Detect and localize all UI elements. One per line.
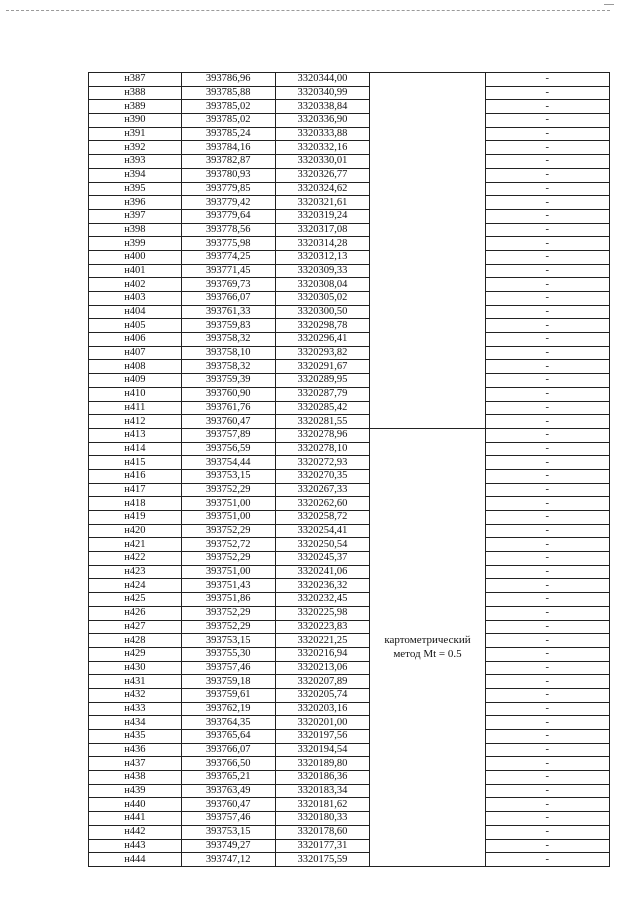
- point-name-cell: н418: [89, 497, 182, 511]
- x-coordinate-cell: 393766,07: [181, 743, 275, 757]
- note-cell: -: [485, 606, 609, 620]
- table-row: [89, 346, 610, 360]
- table-row: [89, 620, 610, 634]
- y-coordinate-cell: 3320225,98: [275, 606, 370, 620]
- table-row: [89, 428, 610, 442]
- y-coordinate-cell: 3320181,62: [275, 798, 370, 812]
- note-cell: -: [485, 114, 609, 128]
- x-coordinate-cell: 393751,43: [181, 579, 275, 593]
- x-coordinate-cell: 393764,35: [181, 716, 275, 730]
- point-name-cell: н436: [89, 743, 182, 757]
- note-cell: -: [485, 319, 609, 333]
- x-coordinate-cell: 393751,00: [181, 565, 275, 579]
- point-name-cell: н415: [89, 456, 182, 470]
- point-name-cell: н395: [89, 182, 182, 196]
- y-coordinate-cell: 3320194,54: [275, 743, 370, 757]
- point-name-cell: н444: [89, 853, 182, 867]
- point-name-cell: н406: [89, 333, 182, 347]
- point-name-cell: н394: [89, 168, 182, 182]
- y-coordinate-cell: 3320326,77: [275, 168, 370, 182]
- note-cell: -: [485, 511, 609, 525]
- table-row: [89, 702, 610, 716]
- note-cell: -: [485, 552, 609, 566]
- table-row: [89, 442, 610, 456]
- note-cell: -: [485, 223, 609, 237]
- table-row: [89, 661, 610, 675]
- table-row: [89, 771, 610, 785]
- point-name-cell: н440: [89, 798, 182, 812]
- point-name-cell: н425: [89, 593, 182, 607]
- table-row: [89, 237, 610, 251]
- note-cell: -: [485, 688, 609, 702]
- point-name-cell: н430: [89, 661, 182, 675]
- x-coordinate-cell: 393763,49: [181, 784, 275, 798]
- x-coordinate-cell: 393784,16: [181, 141, 275, 155]
- note-cell: -: [485, 812, 609, 826]
- x-coordinate-cell: 393757,46: [181, 661, 275, 675]
- note-cell: -: [485, 771, 609, 785]
- point-name-cell: н412: [89, 415, 182, 429]
- table-row: [89, 469, 610, 483]
- y-coordinate-cell: 3320321,61: [275, 196, 370, 210]
- table-row: [89, 141, 610, 155]
- table-row: [89, 688, 610, 702]
- table-row: [89, 784, 610, 798]
- note-cell: -: [485, 346, 609, 360]
- point-name-cell: н438: [89, 771, 182, 785]
- coordinates-table-body: [89, 73, 610, 867]
- note-cell: -: [485, 237, 609, 251]
- x-coordinate-cell: 393752,29: [181, 524, 275, 538]
- point-name-cell: н407: [89, 346, 182, 360]
- y-coordinate-cell: 3320270,35: [275, 469, 370, 483]
- x-coordinate-cell: 393759,39: [181, 374, 275, 388]
- table-row: [89, 579, 610, 593]
- table-row: [89, 387, 610, 401]
- y-coordinate-cell: 3320336,90: [275, 114, 370, 128]
- y-coordinate-cell: 3320314,28: [275, 237, 370, 251]
- note-cell: -: [485, 196, 609, 210]
- table-row: [89, 647, 610, 661]
- point-name-cell: н441: [89, 812, 182, 826]
- x-coordinate-cell: 393751,86: [181, 593, 275, 607]
- y-coordinate-cell: 3320285,42: [275, 401, 370, 415]
- y-coordinate-cell: 3320330,01: [275, 155, 370, 169]
- point-name-cell: н410: [89, 387, 182, 401]
- point-name-cell: н414: [89, 442, 182, 456]
- table-row: [89, 209, 610, 223]
- table-row: [89, 825, 610, 839]
- note-cell: -: [485, 661, 609, 675]
- table-row: [89, 798, 610, 812]
- point-name-cell: н405: [89, 319, 182, 333]
- y-coordinate-cell: 3320305,02: [275, 292, 370, 306]
- note-cell: -: [485, 483, 609, 497]
- note-cell: -: [485, 155, 609, 169]
- note-cell: -: [485, 264, 609, 278]
- x-coordinate-cell: 393762,19: [181, 702, 275, 716]
- note-cell: -: [485, 73, 609, 87]
- x-coordinate-cell: 393757,89: [181, 428, 275, 442]
- y-coordinate-cell: 3320207,89: [275, 675, 370, 689]
- note-cell: -: [485, 839, 609, 853]
- table-row: [89, 168, 610, 182]
- table-row: [89, 552, 610, 566]
- y-coordinate-cell: 3320344,00: [275, 73, 370, 87]
- y-coordinate-cell: 3320175,59: [275, 853, 370, 867]
- y-coordinate-cell: 3320308,04: [275, 278, 370, 292]
- note-cell: -: [485, 743, 609, 757]
- note-cell: -: [485, 716, 609, 730]
- header-mark: [604, 4, 614, 5]
- y-coordinate-cell: 3320267,33: [275, 483, 370, 497]
- table-row: [89, 593, 610, 607]
- table-row: [89, 401, 610, 415]
- point-name-cell: н421: [89, 538, 182, 552]
- y-coordinate-cell: 3320213,06: [275, 661, 370, 675]
- point-name-cell: н416: [89, 469, 182, 483]
- y-coordinate-cell: 3320332,16: [275, 141, 370, 155]
- x-coordinate-cell: 393752,29: [181, 620, 275, 634]
- y-coordinate-cell: 3320272,93: [275, 456, 370, 470]
- point-name-cell: н400: [89, 250, 182, 264]
- y-coordinate-cell: 3320289,95: [275, 374, 370, 388]
- point-name-cell: н431: [89, 675, 182, 689]
- x-coordinate-cell: 393751,00: [181, 511, 275, 525]
- x-coordinate-cell: 393758,32: [181, 333, 275, 347]
- y-coordinate-cell: 3320281,55: [275, 415, 370, 429]
- table-row: [89, 319, 610, 333]
- method-text: метод Mt = 0.5: [393, 648, 462, 661]
- table-row: [89, 250, 610, 264]
- note-cell: -: [485, 565, 609, 579]
- note-cell: -: [485, 209, 609, 223]
- x-coordinate-cell: 393778,56: [181, 223, 275, 237]
- x-coordinate-cell: 393761,76: [181, 401, 275, 415]
- note-cell: -: [485, 798, 609, 812]
- note-cell: -: [485, 278, 609, 292]
- y-coordinate-cell: 3320186,36: [275, 771, 370, 785]
- y-coordinate-cell: 3320262,60: [275, 497, 370, 511]
- point-name-cell: н427: [89, 620, 182, 634]
- table-row: [89, 360, 610, 374]
- x-coordinate-cell: 393780,93: [181, 168, 275, 182]
- x-coordinate-cell: 393785,02: [181, 114, 275, 128]
- note-cell: -: [485, 333, 609, 347]
- point-name-cell: н442: [89, 825, 182, 839]
- x-coordinate-cell: 393774,25: [181, 250, 275, 264]
- x-coordinate-cell: 393760,90: [181, 387, 275, 401]
- x-coordinate-cell: 393751,00: [181, 497, 275, 511]
- point-name-cell: н433: [89, 702, 182, 716]
- y-coordinate-cell: 3320197,56: [275, 730, 370, 744]
- note-cell: -: [485, 579, 609, 593]
- table-row: [89, 223, 610, 237]
- point-name-cell: н399: [89, 237, 182, 251]
- y-coordinate-cell: 3320177,31: [275, 839, 370, 853]
- table-row: [89, 456, 610, 470]
- point-name-cell: н443: [89, 839, 182, 853]
- y-coordinate-cell: 3320258,72: [275, 511, 370, 525]
- table-row: [89, 100, 610, 114]
- point-name-cell: н401: [89, 264, 182, 278]
- x-coordinate-cell: 393754,44: [181, 456, 275, 470]
- table-row: [89, 497, 610, 511]
- x-coordinate-cell: 393752,29: [181, 606, 275, 620]
- x-coordinate-cell: 393759,83: [181, 319, 275, 333]
- x-coordinate-cell: 393765,64: [181, 730, 275, 744]
- x-coordinate-cell: 393785,24: [181, 127, 275, 141]
- y-coordinate-cell: 3320333,88: [275, 127, 370, 141]
- y-coordinate-cell: 3320232,45: [275, 593, 370, 607]
- note-cell: -: [485, 127, 609, 141]
- note-cell: -: [485, 182, 609, 196]
- note-cell: -: [485, 428, 609, 442]
- x-coordinate-cell: 393769,73: [181, 278, 275, 292]
- table-row: [89, 730, 610, 744]
- note-cell: -: [485, 853, 609, 867]
- note-cell: -: [485, 387, 609, 401]
- y-coordinate-cell: 3320278,10: [275, 442, 370, 456]
- x-coordinate-cell: 393747,12: [181, 853, 275, 867]
- x-coordinate-cell: 393752,72: [181, 538, 275, 552]
- x-coordinate-cell: 393749,27: [181, 839, 275, 853]
- point-name-cell: н404: [89, 305, 182, 319]
- y-coordinate-cell: 3320296,41: [275, 333, 370, 347]
- point-name-cell: н422: [89, 552, 182, 566]
- y-coordinate-cell: 3320223,83: [275, 620, 370, 634]
- x-coordinate-cell: 393755,30: [181, 647, 275, 661]
- table-row: [89, 634, 610, 648]
- x-coordinate-cell: 393785,88: [181, 86, 275, 100]
- note-cell: -: [485, 757, 609, 771]
- y-coordinate-cell: 3320287,79: [275, 387, 370, 401]
- note-cell: -: [485, 702, 609, 716]
- note-cell: -: [485, 374, 609, 388]
- y-coordinate-cell: 3320293,82: [275, 346, 370, 360]
- note-cell: -: [485, 675, 609, 689]
- point-name-cell: н429: [89, 647, 182, 661]
- x-coordinate-cell: 393753,15: [181, 634, 275, 648]
- x-coordinate-cell: 393752,29: [181, 483, 275, 497]
- note-cell: -: [485, 825, 609, 839]
- note-cell: -: [485, 250, 609, 264]
- table-row: [89, 155, 610, 169]
- y-coordinate-cell: 3320298,78: [275, 319, 370, 333]
- point-name-cell: н417: [89, 483, 182, 497]
- table-row: [89, 716, 610, 730]
- note-cell: -: [485, 415, 609, 429]
- note-cell: -: [485, 360, 609, 374]
- point-name-cell: н413: [89, 428, 182, 442]
- point-name-cell: н426: [89, 606, 182, 620]
- point-name-cell: н391: [89, 127, 182, 141]
- note-cell: -: [485, 401, 609, 415]
- table-row: [89, 757, 610, 771]
- x-coordinate-cell: 393753,15: [181, 825, 275, 839]
- table-row: [89, 292, 610, 306]
- y-coordinate-cell: 3320300,50: [275, 305, 370, 319]
- y-coordinate-cell: 3320236,32: [275, 579, 370, 593]
- y-coordinate-cell: 3320183,34: [275, 784, 370, 798]
- y-coordinate-cell: 3320338,84: [275, 100, 370, 114]
- point-name-cell: н432: [89, 688, 182, 702]
- table-row: [89, 565, 610, 579]
- note-cell: -: [485, 292, 609, 306]
- table-row: [89, 538, 610, 552]
- note-cell: -: [485, 538, 609, 552]
- y-coordinate-cell: 3320312,13: [275, 250, 370, 264]
- y-coordinate-cell: 3320324,62: [275, 182, 370, 196]
- x-coordinate-cell: 393758,32: [181, 360, 275, 374]
- note-cell: -: [485, 620, 609, 634]
- x-coordinate-cell: 393765,21: [181, 771, 275, 785]
- note-cell: -: [485, 168, 609, 182]
- note-cell: -: [485, 100, 609, 114]
- table-row: [89, 675, 610, 689]
- x-coordinate-cell: 393756,59: [181, 442, 275, 456]
- y-coordinate-cell: 3320309,33: [275, 264, 370, 278]
- point-name-cell: н408: [89, 360, 182, 374]
- note-cell: -: [485, 497, 609, 511]
- point-name-cell: н392: [89, 141, 182, 155]
- x-coordinate-cell: 393779,64: [181, 209, 275, 223]
- table-row: [89, 374, 610, 388]
- note-cell: -: [485, 86, 609, 100]
- table-row: [89, 264, 610, 278]
- note-cell: -: [485, 469, 609, 483]
- method-text: картометрический: [384, 634, 471, 647]
- point-name-cell: н388: [89, 86, 182, 100]
- point-name-cell: н419: [89, 511, 182, 525]
- point-name-cell: н434: [89, 716, 182, 730]
- point-name-cell: н389: [89, 100, 182, 114]
- y-coordinate-cell: 3320180,33: [275, 812, 370, 826]
- point-name-cell: н387: [89, 73, 182, 87]
- coordinates-table: [88, 72, 610, 867]
- y-coordinate-cell: 3320278,96: [275, 428, 370, 442]
- point-name-cell: н402: [89, 278, 182, 292]
- table-row: [89, 415, 610, 429]
- x-coordinate-cell: 393775,98: [181, 237, 275, 251]
- y-coordinate-cell: 3320221,25: [275, 634, 370, 648]
- point-name-cell: н411: [89, 401, 182, 415]
- note-cell: -: [485, 442, 609, 456]
- note-cell: -: [485, 634, 609, 648]
- x-coordinate-cell: 393761,33: [181, 305, 275, 319]
- table-row: [89, 524, 610, 538]
- point-name-cell: н398: [89, 223, 182, 237]
- y-coordinate-cell: 3320245,37: [275, 552, 370, 566]
- x-coordinate-cell: 393759,18: [181, 675, 275, 689]
- note-cell: -: [485, 524, 609, 538]
- point-name-cell: н424: [89, 579, 182, 593]
- table-row: [89, 305, 610, 319]
- x-coordinate-cell: 393753,15: [181, 469, 275, 483]
- point-name-cell: н435: [89, 730, 182, 744]
- point-name-cell: н393: [89, 155, 182, 169]
- note-cell: -: [485, 456, 609, 470]
- y-coordinate-cell: 3320317,08: [275, 223, 370, 237]
- note-cell: -: [485, 305, 609, 319]
- y-coordinate-cell: 3320340,99: [275, 86, 370, 100]
- point-name-cell: н439: [89, 784, 182, 798]
- y-coordinate-cell: 3320250,54: [275, 538, 370, 552]
- y-coordinate-cell: 3320178,60: [275, 825, 370, 839]
- point-name-cell: н423: [89, 565, 182, 579]
- table-row: [89, 278, 610, 292]
- table-row: [89, 333, 610, 347]
- y-coordinate-cell: 3320203,16: [275, 702, 370, 716]
- y-coordinate-cell: 3320241,06: [275, 565, 370, 579]
- note-cell: -: [485, 730, 609, 744]
- x-coordinate-cell: 393786,96: [181, 73, 275, 87]
- table-row: [89, 114, 610, 128]
- x-coordinate-cell: 393771,45: [181, 264, 275, 278]
- x-coordinate-cell: 393760,47: [181, 415, 275, 429]
- method-cell: [370, 428, 485, 866]
- x-coordinate-cell: 393779,85: [181, 182, 275, 196]
- x-coordinate-cell: 393766,07: [181, 292, 275, 306]
- y-coordinate-cell: 3320291,67: [275, 360, 370, 374]
- x-coordinate-cell: 393758,10: [181, 346, 275, 360]
- header-rule: [6, 10, 610, 11]
- x-coordinate-cell: 393779,42: [181, 196, 275, 210]
- table-row: [89, 812, 610, 826]
- table-row: [89, 839, 610, 853]
- method-cell: [370, 73, 485, 429]
- y-coordinate-cell: 3320319,24: [275, 209, 370, 223]
- y-coordinate-cell: 3320254,41: [275, 524, 370, 538]
- table-row: [89, 127, 610, 141]
- x-coordinate-cell: 393760,47: [181, 798, 275, 812]
- point-name-cell: н409: [89, 374, 182, 388]
- table-row: [89, 853, 610, 867]
- table-row: [89, 483, 610, 497]
- x-coordinate-cell: 393752,29: [181, 552, 275, 566]
- table-row: [89, 743, 610, 757]
- y-coordinate-cell: 3320189,80: [275, 757, 370, 771]
- x-coordinate-cell: 393759,61: [181, 688, 275, 702]
- table-row: [89, 182, 610, 196]
- note-cell: -: [485, 141, 609, 155]
- x-coordinate-cell: 393766,50: [181, 757, 275, 771]
- point-name-cell: н403: [89, 292, 182, 306]
- y-coordinate-cell: 3320201,00: [275, 716, 370, 730]
- note-cell: -: [485, 647, 609, 661]
- y-coordinate-cell: 3320205,74: [275, 688, 370, 702]
- point-name-cell: н437: [89, 757, 182, 771]
- point-name-cell: н397: [89, 209, 182, 223]
- table-row: [89, 606, 610, 620]
- table-row: [89, 196, 610, 210]
- x-coordinate-cell: 393782,87: [181, 155, 275, 169]
- table-row: [89, 73, 610, 87]
- point-name-cell: н420: [89, 524, 182, 538]
- note-cell: -: [485, 784, 609, 798]
- point-name-cell: н396: [89, 196, 182, 210]
- x-coordinate-cell: 393785,02: [181, 100, 275, 114]
- table-row: [89, 511, 610, 525]
- point-name-cell: н390: [89, 114, 182, 128]
- point-name-cell: н428: [89, 634, 182, 648]
- y-coordinate-cell: 3320216,94: [275, 647, 370, 661]
- table-row: [89, 86, 610, 100]
- note-cell: -: [485, 593, 609, 607]
- x-coordinate-cell: 393757,46: [181, 812, 275, 826]
